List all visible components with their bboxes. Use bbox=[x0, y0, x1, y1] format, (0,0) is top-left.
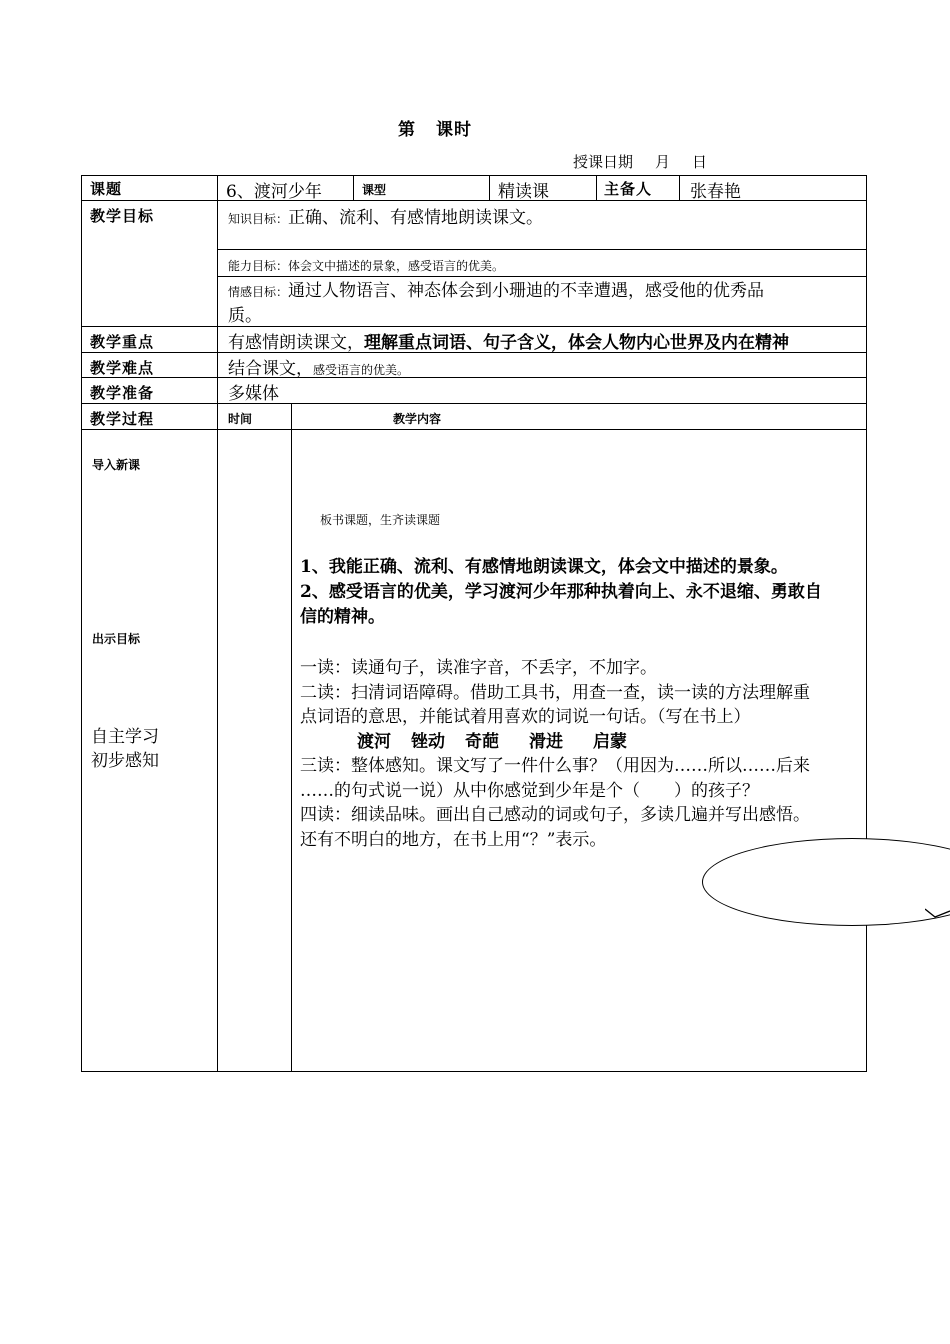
table-border-top bbox=[81, 175, 867, 176]
row-line-6 bbox=[81, 429, 867, 430]
date-label: 授课日期 bbox=[573, 153, 634, 171]
knowledge-goal-text: 正确、流利、有感情地朗读课文。 bbox=[288, 208, 544, 228]
goal-list bbox=[300, 555, 822, 630]
stage-self-study bbox=[91, 725, 159, 773]
vocab-word: 渡河 bbox=[357, 731, 391, 752]
knowledge-goal bbox=[228, 203, 543, 228]
read-3-line2: ……的句式说一说）从中你感觉到少年是个（ ）的孩子？ bbox=[300, 780, 759, 801]
difficulties-normal: 结合课文， bbox=[228, 359, 313, 379]
stage-goals: 出示目标 bbox=[92, 632, 141, 646]
read-2-line2: 点词语的意思，并能试着用喜欢的词说一句话。（写在书上） bbox=[300, 707, 751, 727]
key-points-bold: 理解重点词语、句子含义，体会人物内心世界及内在精神 bbox=[364, 333, 789, 353]
topic-value: 6、渡河少年 bbox=[226, 182, 322, 202]
date-line bbox=[573, 151, 707, 172]
difficulties-label: 教学难点 bbox=[90, 359, 155, 377]
topic-label: 课题 bbox=[90, 180, 123, 198]
time-header: 时间 bbox=[228, 412, 253, 426]
row-line-goals-a bbox=[217, 249, 867, 250]
content-header: 教学内容 bbox=[393, 412, 442, 426]
table-border-left bbox=[81, 175, 82, 1072]
process-time-divider bbox=[291, 403, 292, 1072]
goal-1: 1、我能正确、流利、有感情地朗读课文，体会文中描述的景象。 bbox=[300, 557, 788, 577]
title-right: 课时 bbox=[436, 120, 472, 140]
goal-2-line1: 2、感受语言的优美，学习渡河少年那种执着向上、永不退缩、勇敢自 bbox=[300, 582, 822, 602]
stage-self-line1: 自主学习 bbox=[91, 727, 159, 747]
type-value: 精读课 bbox=[498, 182, 549, 202]
title-left: 第 bbox=[398, 120, 416, 140]
read-2-line1: 二读：扫清词语障碍。借助工具书，用查一查，读一读的方法理解重 bbox=[300, 682, 810, 703]
knowledge-goal-label: 知识目标： bbox=[228, 212, 289, 226]
speech-bubble-tail bbox=[925, 895, 950, 925]
row1-divider-2 bbox=[489, 175, 490, 201]
preparation-label: 教学准备 bbox=[90, 384, 155, 402]
vocab-word: 启蒙 bbox=[593, 731, 627, 752]
process-label: 教学过程 bbox=[90, 410, 155, 428]
month-label: 月 bbox=[655, 153, 671, 171]
preparation-text: 多媒体 bbox=[228, 384, 279, 404]
key-points-label: 教学重点 bbox=[90, 333, 155, 351]
goal-2-line2: 信的精神。 bbox=[300, 607, 385, 627]
read-4-line1: 四读：细读品味。画出自己感动的词或句子，多读几遍并写出感悟。 bbox=[300, 805, 810, 825]
row1-divider-1 bbox=[353, 175, 354, 201]
key-points-text bbox=[228, 328, 789, 353]
read-3-line1: 三读：整体感知。课文写了一件什么事？（用因为……所以……后来 bbox=[300, 756, 810, 776]
row-line-1 bbox=[81, 200, 867, 201]
table-border-bottom bbox=[81, 1071, 867, 1072]
day-label: 日 bbox=[692, 153, 708, 171]
row-line-goals-b bbox=[217, 276, 867, 277]
ability-goal: 能力目标：体会文中描述的景象，感受语言的优美。 bbox=[228, 259, 505, 273]
emotion-goal-line1: 通过人物语言、神态体会到小珊迪的不幸遭遇，感受他的优秀品 bbox=[288, 281, 765, 301]
difficulties-text bbox=[228, 354, 409, 379]
vocab-word: 滑进 bbox=[529, 731, 563, 752]
vocab-row bbox=[300, 730, 810, 755]
stage-self-line2: 初步感知 bbox=[91, 751, 159, 771]
row1-divider-3 bbox=[596, 175, 597, 201]
read-4-line2: 还有不明白的地方，在书上用“？”表示。 bbox=[300, 829, 607, 850]
type-label: 课型 bbox=[362, 183, 387, 197]
read-1: 一读：读通句子，读准字音，不丢字，不加字。 bbox=[300, 658, 657, 678]
reading-steps bbox=[300, 656, 810, 852]
preparer-value: 张春艳 bbox=[690, 182, 741, 202]
emotion-goal-label: 情感目标： bbox=[228, 285, 289, 299]
row-line-5 bbox=[81, 403, 867, 404]
preparer-label: 主备人 bbox=[604, 180, 653, 198]
goals-label: 教学目标 bbox=[90, 207, 155, 225]
page-title bbox=[0, 115, 870, 140]
key-points-normal: 有感情朗读课文， bbox=[228, 333, 364, 353]
stage-intro: 导入新课 bbox=[92, 458, 141, 472]
emotion-goal bbox=[228, 279, 764, 328]
vocab-word: 奇葩 bbox=[465, 731, 499, 752]
difficulties-small: 感受语言的优美。 bbox=[313, 363, 410, 377]
emotion-goal-line2: 质。 bbox=[228, 306, 262, 326]
vocab-word: 锉动 bbox=[411, 731, 445, 752]
label-column-divider bbox=[217, 175, 218, 1072]
board-note: 板书课题，生齐读课题 bbox=[320, 513, 441, 527]
row-line-4 bbox=[81, 377, 867, 378]
row1-divider-4 bbox=[679, 175, 680, 201]
table-border-right bbox=[866, 175, 867, 1072]
